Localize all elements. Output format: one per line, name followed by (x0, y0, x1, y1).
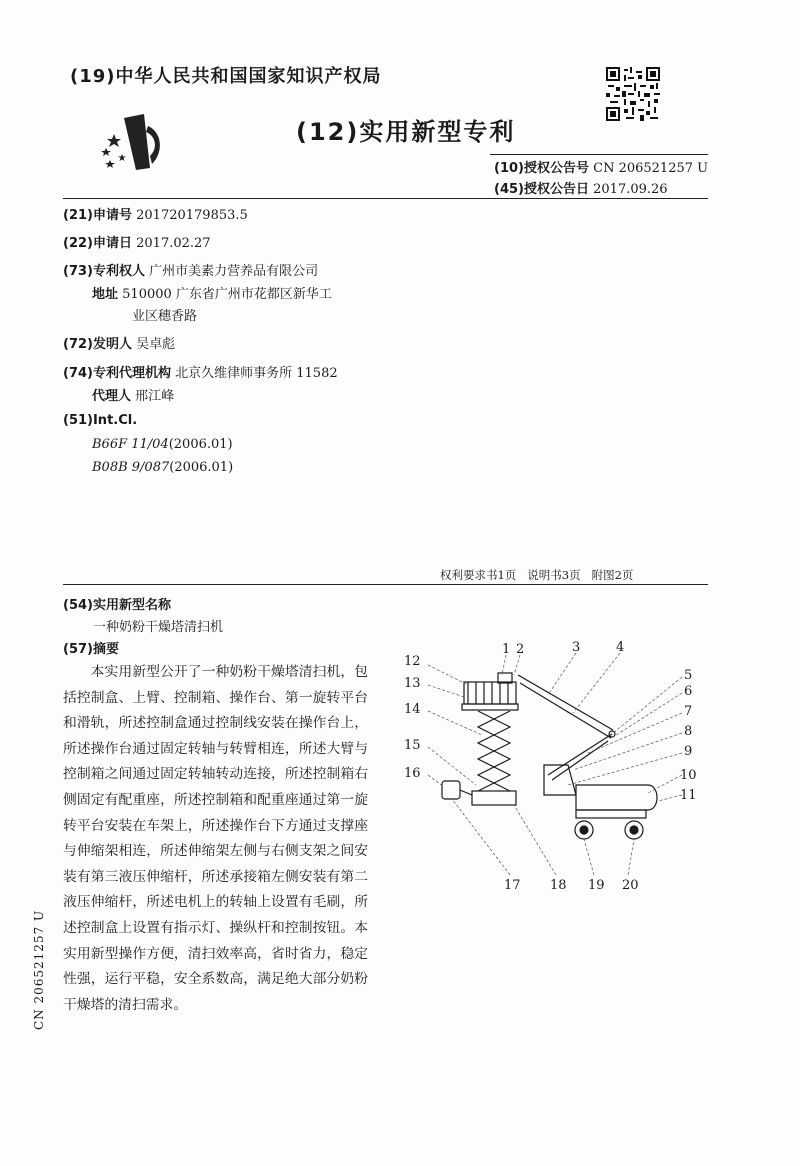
application-date-row (63, 232, 211, 251)
inventor-label: (72)发明人 (63, 337, 132, 352)
part-label-4: 4 (616, 640, 625, 655)
agent-value: 邢江峰 (135, 389, 175, 404)
grant-number-value: CN 206521257 U (593, 161, 709, 176)
cnipa-logo-icon (100, 112, 166, 172)
section-divider (63, 584, 708, 585)
grant-date-value: 2017.09.26 (593, 182, 668, 197)
part-label-17: 17 (504, 878, 521, 893)
agency-value: 北京久维律师事务所 11582 (175, 366, 338, 381)
address-value-line2: 业区穗香路 (132, 309, 198, 324)
part-label-3: 3 (572, 640, 581, 655)
part-label-5: 5 (684, 668, 693, 683)
ipc-version: (2006.01) (168, 437, 233, 452)
address-label: 地址 (92, 287, 119, 302)
part-label-6: 6 (684, 684, 693, 699)
part-label-14: 14 (404, 702, 421, 717)
address-row (92, 283, 332, 302)
agency-label: (74)专利代理机构 (63, 366, 171, 381)
part-label-7: 7 (684, 704, 693, 719)
abstract-text: 本实用新型公开了一种奶粉干燥塔清扫机，包括控制盒、上臂、控制箱、操作台、第一旋转平台和滑轨，所述控制盒通过控制线安装在操作台上，所述操作台通过固定转轴与转臂相连，所述大臂与控制箱之间通过固定转轴转动连接，所述控制箱右侧固定有配重座，所述控制箱和配重座通过第一旋转平台安装在车架上，所述操作台下方通过支撑座与伸缩架相连，所述伸缩架左侧与右侧支架之间安装有第三液压伸缩杆，所述承接箱左侧安装有第二液压伸缩杆，所述电机上的转轴上设置有毛刷，所述控制盒上设置有指示灯、操纵杆和控制按钮。本实用新型操作方便，清扫效率高，省时省力，稳定性强，运行平稳，安全系数高，满足绝大部分奶粉干燥塔的清扫需求。 (63, 664, 368, 1013)
ipc-version: (2006.01) (169, 460, 234, 475)
application-number-label: (21)申请号 (63, 208, 132, 223)
grant-date-label: (45)授权公告日 (494, 182, 589, 197)
ipc-label (63, 413, 137, 428)
application-date-label: (22)申请日 (63, 236, 132, 251)
ipc-class-2 (92, 460, 233, 475)
document-type-title: (12)实用新型专利 (296, 118, 516, 146)
part-label-15: 15 (404, 738, 421, 753)
address-value-line1: 510000 广东省广州市花都区新华工 (122, 287, 332, 302)
part-label-11: 11 (680, 788, 697, 803)
grant-number-label: (10)授权公告号 (494, 161, 589, 176)
ipc-class-1 (92, 437, 233, 452)
inventor-value: 吴卓彪 (136, 337, 176, 352)
part-label-8: 8 (684, 724, 693, 739)
abstract-section-label: (57)摘要 (63, 642, 119, 657)
header-divider (63, 198, 708, 199)
agent-row (92, 385, 174, 404)
figure-part-labels (404, 640, 697, 893)
grant-number-row (494, 157, 708, 176)
patentee-row (63, 260, 318, 279)
agent-label: 代理人 (92, 389, 132, 404)
inventor-row (63, 333, 175, 352)
machine-figure (398, 635, 708, 895)
ipc-code: B66F 11/04 (92, 437, 169, 452)
patentee-value: 广州市美素力营养品有限公司 (149, 264, 319, 279)
part-label-19: 19 (588, 878, 605, 893)
page-count-info: 权利要求书1页 说明书3页 附图2页 (440, 568, 634, 582)
title-section-label: (54)实用新型名称 (63, 598, 171, 613)
part-label-20: 20 (622, 878, 639, 893)
part-label-12: 12 (404, 654, 421, 669)
application-number-row (63, 204, 248, 223)
part-label-10: 10 (680, 768, 697, 783)
part-label-1: 1 (502, 642, 511, 657)
grant-date-row (494, 178, 668, 197)
publication-divider (490, 154, 708, 155)
part-label-13: 13 (404, 676, 421, 691)
part-label-9: 9 (684, 744, 693, 759)
side-publication-number: CN 206521257 U (32, 909, 46, 1030)
application-number-value: 201720179853.5 (136, 208, 248, 223)
part-label-18: 18 (550, 878, 567, 893)
application-date-value: 2017.02.27 (136, 236, 211, 251)
agency-row (63, 362, 338, 381)
ipc-code: B08B 9/087 (92, 460, 170, 475)
part-label-16: 16 (404, 766, 421, 781)
utility-model-title: 一种奶粉干燥塔清扫机 (93, 620, 224, 635)
qr-code-icon (606, 67, 660, 121)
ipc-label-text: (51)Int.Cl. (63, 413, 138, 428)
patentee-label: (73)专利权人 (63, 264, 145, 279)
part-label-2: 2 (516, 642, 525, 657)
patent-office-name: (19)中华人民共和国国家知识产权局 (70, 66, 382, 87)
